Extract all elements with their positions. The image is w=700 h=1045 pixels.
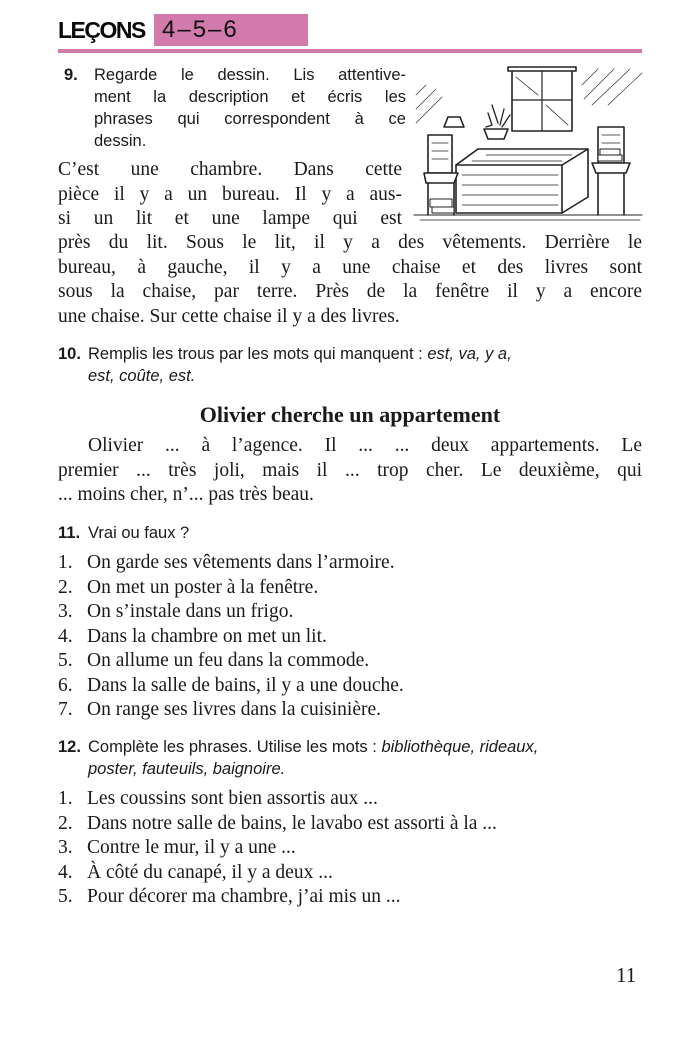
item-number: 4. — [58, 861, 73, 883]
page-number: 11 — [616, 963, 637, 987]
item-text: Dans notre salle de bains, le lavabo est assorti à la ... — [87, 812, 497, 834]
ex9-text-line: près du lit. Sous le lit, il y a des vêtements. Derrière le — [58, 232, 642, 253]
ex10-instr-text: Remplis les trous par les mots qui manquent : — [88, 345, 428, 363]
ex10-title: Olivier cherche un appartement — [199, 402, 501, 427]
item-text: On s’instale dans un frigo. — [87, 601, 294, 622]
ex9-text-narrow — [58, 158, 402, 232]
lesson-label: LEÇONS — [58, 17, 145, 43]
item-text: Contre le mur, il y a une ... — [87, 837, 296, 858]
item-number: 2. — [58, 812, 73, 834]
ex12-words: bibliothèque, rideaux, — [381, 738, 539, 756]
ex9-text-line: C’est une chambre. Dans cette — [58, 159, 402, 180]
room-illustration — [412, 65, 644, 227]
ex10-number: 10. — [58, 345, 81, 363]
ex9-number: 9. — [64, 66, 78, 84]
item-number: 5. — [58, 886, 73, 907]
ex9-instr-line: ment la description et écris les — [94, 88, 406, 106]
item-number: 3. — [58, 837, 73, 858]
item-number: 1. — [58, 552, 73, 573]
ex10-text — [58, 434, 642, 508]
ex10-text-line: premier ... très joli, mais il ... trop cher. Le deuxième, qui — [58, 459, 642, 481]
ex9-instruction-text — [94, 64, 406, 152]
ex12-instr-line — [88, 758, 640, 780]
ex9-instruction — [64, 64, 409, 154]
item-text: On garde ses vêtements dans l’armoire. — [87, 552, 395, 573]
ex9-text-line: pièce il y a un bureau. Il y a aus- — [58, 183, 402, 205]
ex11-number: 11. — [58, 524, 81, 542]
ex12-instruction — [58, 736, 642, 784]
item-number: 3. — [58, 601, 73, 622]
ex9-text-line: si un lit et une lampe qui est — [58, 208, 402, 229]
ex10-instruction — [58, 343, 642, 391]
ex9-text-line: sous la chaise, par terre. Près de la fenêtre il y a encore — [58, 281, 642, 302]
item-text: Les coussins sont bien assortis aux ... — [87, 788, 378, 809]
ex12-instr-text: Complète les phrases. Utilise les mots : — [88, 738, 382, 756]
ex12-number: 12. — [58, 738, 81, 756]
item-text: À côté du canapé, il y a deux ... — [87, 861, 333, 883]
lesson-numbers: 4–5–6 — [162, 16, 239, 43]
item-number: 2. — [58, 576, 73, 598]
item-text: On met un poster à la fenêtre. — [87, 576, 319, 598]
ex12-instruction-text — [88, 736, 640, 780]
ex11-instruction — [58, 522, 642, 546]
ex12-words: poster, fauteuils, baignoire. — [88, 760, 286, 778]
item-number: 7. — [58, 699, 73, 720]
ex12-instr-line — [88, 736, 640, 758]
ex9-text-line: une chaise. Sur cette chaise il y a des livres. — [58, 305, 400, 327]
ex10-text-line: ... moins cher, n’... pas très beau. — [58, 484, 314, 505]
ex9-instr-line: phrases qui correspondent à ce — [94, 110, 406, 128]
header-rule — [58, 49, 642, 53]
ex10-words: est, coûte, est. — [88, 367, 196, 385]
ex10-text-line: Olivier ... à l’agence. Il ... ... deux appartements. Le — [88, 435, 642, 456]
item-text: On allume un feu dans la commode. — [87, 650, 370, 671]
item-text: Pour décorer ma chambre, j’ai mis un ... — [87, 886, 401, 907]
ex9-instr-line: Regarde le dessin. Lis attentive- — [94, 66, 406, 84]
ex10-instruction-text — [88, 343, 640, 387]
item-text: On range ses livres dans la cuisinière. — [87, 699, 382, 720]
ex10-words: est, va, y a, — [427, 345, 512, 363]
ex9-text-line: bureau, à gauche, il y a une chaise et des livres sont — [58, 256, 642, 278]
item-number: 1. — [58, 788, 73, 809]
item-text: Dans la chambre on met un lit. — [87, 625, 327, 647]
item-text: Dans la salle de bains, il y a une douche. — [87, 674, 404, 696]
item-number: 4. — [58, 625, 73, 647]
ex9-text-full — [58, 231, 642, 329]
lesson-number-box — [154, 14, 308, 46]
ex10-instr-line — [88, 343, 640, 365]
item-number: 6. — [58, 674, 73, 696]
item-number: 5. — [58, 650, 73, 671]
ex10-instr-line — [88, 365, 640, 387]
ex11-instruction-text: Vrai ou faux ? — [88, 524, 190, 542]
ex9-instr-line: dessin. — [94, 132, 147, 150]
